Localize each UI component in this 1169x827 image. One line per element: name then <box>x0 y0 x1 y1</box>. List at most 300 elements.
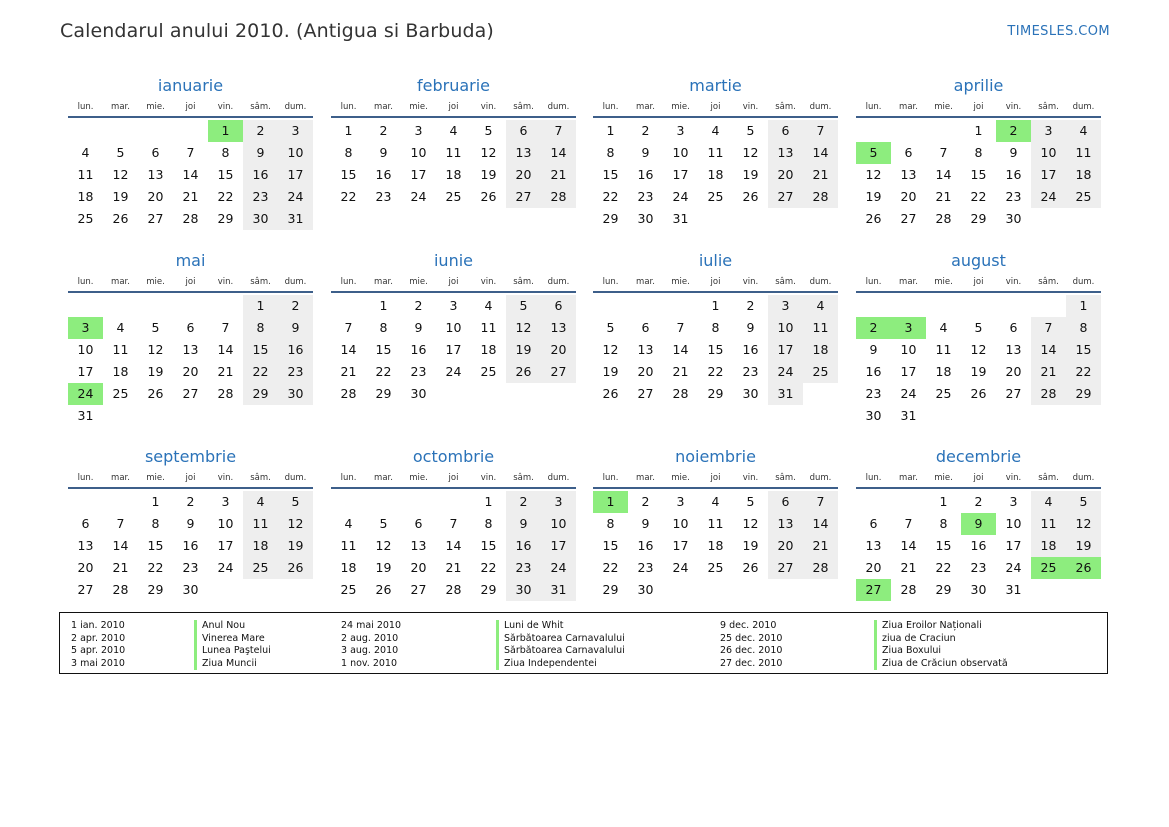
day-cell: 6 <box>506 120 541 142</box>
weekday-label: dum. <box>284 473 307 483</box>
day-cell: 29 <box>375 386 392 401</box>
day-cell: 25 <box>112 386 129 401</box>
weekday-label: vin. <box>742 277 759 287</box>
day-cell: 17 <box>900 364 917 379</box>
weekday-label: dum. <box>547 277 570 287</box>
weekday-label: dum. <box>547 102 570 112</box>
week-row <box>856 142 1101 164</box>
day-cell: 28 <box>182 211 199 226</box>
day-cell: 8 <box>379 320 388 335</box>
day-cell: 3 <box>541 491 576 513</box>
day-cell: 30 <box>637 211 654 226</box>
day-cell: 20 <box>506 164 541 186</box>
legend-names-col-3 <box>874 620 1008 670</box>
day-cell: 1 <box>939 494 948 509</box>
week-row <box>593 383 838 405</box>
day-cell: 4 <box>116 320 125 335</box>
week-row <box>856 339 1101 361</box>
weekday-header <box>331 98 576 118</box>
day-cell: 17 <box>217 538 234 553</box>
day-cell: 2 <box>186 494 195 509</box>
day-cell: 13 <box>182 342 199 357</box>
day-cell: 27 <box>506 186 541 208</box>
weekday-label: dum. <box>284 277 307 287</box>
day-cell: 21 <box>803 535 838 557</box>
day-cell: 18 <box>340 560 357 575</box>
day-cell: 16 <box>410 342 427 357</box>
legend-dates-col-2 <box>341 620 401 670</box>
day-cell: 5 <box>746 123 755 138</box>
empty-day <box>68 295 103 317</box>
day-cell: 20 <box>147 189 164 204</box>
weekday-label: joi <box>710 102 721 112</box>
day-cell: 30 <box>742 386 759 401</box>
day-cell: 31 <box>541 579 576 601</box>
week-row <box>68 208 313 230</box>
weekday-header <box>856 98 1101 118</box>
day-cell: 28 <box>340 386 357 401</box>
day-cell: 24 <box>768 361 803 383</box>
legend-holiday-name: Ziua Eroilor Naționali <box>874 620 1008 633</box>
empty-day <box>331 295 366 317</box>
day-cell: 28 <box>541 186 576 208</box>
day-cell: 29 <box>480 582 497 597</box>
week-row <box>856 295 1101 317</box>
month-iunie <box>331 249 576 405</box>
day-cell: 19 <box>742 538 759 553</box>
weekday-label: dum. <box>809 277 832 287</box>
month-mai <box>68 249 313 427</box>
empty-day <box>506 383 541 405</box>
weekday-label: sâm. <box>775 277 796 287</box>
empty-day <box>856 120 891 142</box>
day-cell: 24 <box>1031 186 1066 208</box>
week-row <box>331 317 576 339</box>
day-cell: 14 <box>541 142 576 164</box>
day-cell: 14 <box>935 167 952 182</box>
day-cell: 24 <box>541 557 576 579</box>
weekday-label: mie. <box>934 473 953 483</box>
day-cell: 16 <box>637 167 654 182</box>
weekday-label: lun. <box>602 277 619 287</box>
day-cell: 20 <box>768 535 803 557</box>
day-cell: 2 <box>641 123 650 138</box>
weekday-header <box>593 469 838 489</box>
weekday-label: sâm. <box>1038 473 1059 483</box>
day-cell: 31 <box>278 208 313 230</box>
holiday-day: 3 <box>68 317 103 339</box>
day-cell: 9 <box>379 145 388 160</box>
day-cell: 7 <box>221 320 230 335</box>
day-cell: 18 <box>707 538 724 553</box>
month-noiembrie <box>593 445 838 601</box>
legend-date: 2 aug. 2010 <box>341 632 399 644</box>
day-cell: 12 <box>1066 513 1101 535</box>
day-cell: 7 <box>676 320 685 335</box>
day-cell: 12 <box>742 145 759 160</box>
day-cell: 29 <box>970 211 987 226</box>
day-cell: 26 <box>602 386 619 401</box>
day-cell: 10 <box>1005 516 1022 531</box>
day-cell: 1 <box>243 295 278 317</box>
day-cell: 24 <box>900 386 917 401</box>
day-cell: 8 <box>484 516 493 531</box>
day-cell: 3 <box>676 123 685 138</box>
day-cell: 23 <box>375 189 392 204</box>
day-cell: 8 <box>221 145 230 160</box>
weekday-label: joi <box>710 473 721 483</box>
day-cell: 5 <box>278 491 313 513</box>
day-cell: 3 <box>414 123 423 138</box>
empty-day <box>103 491 138 513</box>
day-cell: 13 <box>506 142 541 164</box>
day-cell: 6 <box>541 295 576 317</box>
week-row <box>68 557 313 579</box>
weekday-label: joi <box>448 473 459 483</box>
month-title: februarie <box>416 76 491 95</box>
day-cell: 24 <box>672 189 689 204</box>
day-cell: 10 <box>1031 142 1066 164</box>
week-row <box>593 208 838 230</box>
legend-dates-col-1 <box>71 620 125 670</box>
weekday-label: joi <box>448 277 459 287</box>
weekday-label: mar. <box>636 473 655 483</box>
week-row <box>856 535 1101 557</box>
day-cell: 4 <box>939 320 948 335</box>
day-cell: 14 <box>803 142 838 164</box>
week-row <box>331 120 576 142</box>
day-cell: 1 <box>344 123 353 138</box>
day-cell: 15 <box>147 538 164 553</box>
empty-day <box>1066 405 1101 427</box>
days-grid <box>593 293 838 405</box>
day-cell: 17 <box>1005 538 1022 553</box>
legend-holiday-name: Sărbătoarea Carnavalului <box>496 633 625 646</box>
day-cell: 18 <box>445 167 462 182</box>
day-cell: 28 <box>112 582 129 597</box>
day-cell: 20 <box>77 560 94 575</box>
day-cell: 21 <box>445 560 462 575</box>
weekday-header <box>856 273 1101 293</box>
weekday-label: dum. <box>1072 277 1095 287</box>
weekday-header <box>593 98 838 118</box>
day-cell: 7 <box>541 120 576 142</box>
day-cell: 27 <box>541 361 576 383</box>
day-cell: 25 <box>243 557 278 579</box>
day-cell: 10 <box>217 516 234 531</box>
weekday-header <box>68 469 313 489</box>
day-cell: 15 <box>480 538 497 553</box>
day-cell: 9 <box>641 145 650 160</box>
day-cell: 11 <box>803 317 838 339</box>
day-cell: 24 <box>217 560 234 575</box>
day-cell: 23 <box>278 361 313 383</box>
day-cell: 21 <box>340 364 357 379</box>
month-title: noiembrie <box>675 447 756 466</box>
day-cell: 28 <box>803 557 838 579</box>
day-cell: 5 <box>606 320 615 335</box>
day-cell: 29 <box>1066 383 1101 405</box>
day-cell: 31 <box>900 408 917 423</box>
month-title: decembrie <box>935 447 1022 466</box>
week-row <box>593 491 838 513</box>
day-cell: 11 <box>1031 513 1066 535</box>
day-cell: 4 <box>81 145 90 160</box>
day-cell: 21 <box>217 364 234 379</box>
day-cell: 22 <box>602 189 619 204</box>
weekday-label: mar. <box>899 102 918 112</box>
day-cell: 16 <box>637 538 654 553</box>
day-cell: 28 <box>217 386 234 401</box>
week-row <box>593 339 838 361</box>
empty-day <box>698 208 733 230</box>
day-cell: 8 <box>243 317 278 339</box>
day-cell: 7 <box>904 516 913 531</box>
week-row <box>593 361 838 383</box>
month-title: ianuarie <box>157 76 224 95</box>
day-cell: 4 <box>484 298 493 313</box>
day-cell: 5 <box>484 123 493 138</box>
day-cell: 18 <box>480 342 497 357</box>
day-cell: 25 <box>707 189 724 204</box>
week-row <box>856 317 1101 339</box>
day-cell: 15 <box>217 167 234 182</box>
day-cell: 25 <box>1066 186 1101 208</box>
day-cell: 23 <box>506 557 541 579</box>
day-cell: 6 <box>414 516 423 531</box>
weekday-label: mie. <box>671 277 690 287</box>
weekday-label: vin. <box>480 473 497 483</box>
empty-day <box>173 405 208 427</box>
day-cell: 26 <box>147 386 164 401</box>
empty-day <box>768 579 803 601</box>
day-cell: 11 <box>935 342 952 357</box>
day-cell: 6 <box>151 145 160 160</box>
day-cell: 5 <box>974 320 983 335</box>
empty-day <box>138 405 173 427</box>
day-cell: 4 <box>803 295 838 317</box>
day-cell: 11 <box>77 167 94 182</box>
weekday-label: mie. <box>934 277 953 287</box>
day-cell: 20 <box>1005 364 1022 379</box>
week-row <box>856 579 1101 601</box>
day-cell: 18 <box>243 535 278 557</box>
day-cell: 5 <box>506 295 541 317</box>
day-cell: 5 <box>1066 491 1101 513</box>
day-cell: 1 <box>606 123 615 138</box>
legend-date: 1 ian. 2010 <box>71 620 125 631</box>
days-grid <box>331 293 576 405</box>
empty-day <box>996 405 1031 427</box>
empty-day <box>1066 208 1101 230</box>
brand-link[interactable]: TIMESLES.COM <box>1007 24 1110 39</box>
day-cell: 18 <box>1031 535 1066 557</box>
day-cell: 11 <box>707 516 724 531</box>
empty-day <box>1031 208 1066 230</box>
empty-day <box>278 579 313 601</box>
day-cell: 23 <box>182 560 199 575</box>
weekday-label: joi <box>185 102 196 112</box>
week-row <box>331 295 576 317</box>
weekday-label: sâm. <box>250 277 271 287</box>
day-cell: 28 <box>900 582 917 597</box>
weekday-header <box>856 469 1101 489</box>
weekday-label: dum. <box>809 102 832 112</box>
week-row <box>68 120 313 142</box>
day-cell: 17 <box>1031 164 1066 186</box>
day-cell: 3 <box>1009 494 1018 509</box>
day-cell: 20 <box>182 364 199 379</box>
weekday-label: mie. <box>409 102 428 112</box>
day-cell: 8 <box>1066 317 1101 339</box>
day-cell: 19 <box>865 189 882 204</box>
weekday-label: mie. <box>934 102 953 112</box>
day-cell: 7 <box>186 145 195 160</box>
weekday-label: mar. <box>636 102 655 112</box>
day-cell: 2 <box>506 491 541 513</box>
weekday-label: mie. <box>146 102 165 112</box>
month-septembrie <box>68 445 313 601</box>
day-cell: 16 <box>742 342 759 357</box>
day-cell: 13 <box>865 538 882 553</box>
day-cell: 20 <box>768 164 803 186</box>
empty-day <box>1031 295 1066 317</box>
day-cell: 15 <box>1066 339 1101 361</box>
day-cell: 14 <box>112 538 129 553</box>
page-title: Calendarul anului 2010. (Antigua si Barbuda) <box>60 20 494 42</box>
day-cell: 21 <box>900 560 917 575</box>
holiday-day: 9 <box>961 513 996 535</box>
weekday-label: vin. <box>480 277 497 287</box>
day-cell: 15 <box>243 339 278 361</box>
day-cell: 11 <box>707 145 724 160</box>
week-row <box>856 164 1101 186</box>
day-cell: 11 <box>340 538 357 553</box>
week-row <box>856 557 1101 579</box>
week-row <box>68 513 313 535</box>
day-cell: 21 <box>935 189 952 204</box>
day-cell: 9 <box>186 516 195 531</box>
day-cell: 22 <box>375 364 392 379</box>
day-cell: 12 <box>742 516 759 531</box>
empty-day <box>891 295 926 317</box>
day-cell: 31 <box>768 383 803 405</box>
week-row <box>856 513 1101 535</box>
day-cell: 13 <box>410 538 427 553</box>
weekday-label: mar. <box>899 277 918 287</box>
weekday-label: sâm. <box>1038 277 1059 287</box>
day-cell: 4 <box>711 123 720 138</box>
day-cell: 31 <box>1005 582 1022 597</box>
day-cell: 28 <box>1031 383 1066 405</box>
day-cell: 29 <box>217 211 234 226</box>
day-cell: 1 <box>974 123 983 138</box>
day-cell: 23 <box>243 186 278 208</box>
weekday-label: mie. <box>671 102 690 112</box>
weekday-label: vin. <box>742 102 759 112</box>
days-grid <box>593 489 838 601</box>
day-cell: 30 <box>243 208 278 230</box>
day-cell: 8 <box>344 145 353 160</box>
day-cell: 7 <box>1031 317 1066 339</box>
weekday-label: mie. <box>409 277 428 287</box>
day-cell: 5 <box>151 320 160 335</box>
day-cell: 17 <box>77 364 94 379</box>
day-cell: 25 <box>77 211 94 226</box>
weekday-label: vin. <box>480 102 497 112</box>
month-title: iulie <box>698 251 733 270</box>
day-cell: 12 <box>480 145 497 160</box>
day-cell: 4 <box>711 494 720 509</box>
days-grid <box>68 118 313 230</box>
day-cell: 6 <box>869 516 878 531</box>
day-cell: 7 <box>803 491 838 513</box>
weekday-label: sâm. <box>513 277 534 287</box>
days-grid <box>331 118 576 208</box>
weekday-label: vin. <box>1005 277 1022 287</box>
holiday-day: 27 <box>856 579 891 601</box>
empty-day <box>208 579 243 601</box>
weekday-label: mie. <box>671 473 690 483</box>
weekday-label: dum. <box>547 473 570 483</box>
day-cell: 24 <box>410 189 427 204</box>
weekday-label: mie. <box>409 473 428 483</box>
day-cell: 27 <box>768 557 803 579</box>
day-cell: 27 <box>768 186 803 208</box>
day-cell: 5 <box>116 145 125 160</box>
day-cell: 23 <box>637 560 654 575</box>
week-row <box>68 186 313 208</box>
weekday-label: dum. <box>1072 102 1095 112</box>
empty-day <box>891 491 926 513</box>
day-cell: 13 <box>147 167 164 182</box>
empty-day <box>768 208 803 230</box>
day-cell: 17 <box>410 167 427 182</box>
week-row <box>593 317 838 339</box>
empty-day <box>926 405 961 427</box>
day-cell: 9 <box>414 320 423 335</box>
legend-date: 27 dec. 2010 <box>720 657 783 669</box>
day-cell: 24 <box>445 364 462 379</box>
week-row <box>856 208 1101 230</box>
holiday-day: 2 <box>996 120 1031 142</box>
weekday-label: dum. <box>284 102 307 112</box>
weekday-label: mar. <box>111 473 130 483</box>
week-row <box>856 405 1101 427</box>
day-cell: 27 <box>147 211 164 226</box>
day-cell: 16 <box>375 167 392 182</box>
day-cell: 10 <box>541 513 576 535</box>
weekday-label: lun. <box>865 277 882 287</box>
day-cell: 25 <box>480 364 497 379</box>
empty-day <box>1031 579 1066 601</box>
day-cell: 17 <box>768 339 803 361</box>
weekday-label: lun. <box>77 277 94 287</box>
day-cell: 4 <box>1066 120 1101 142</box>
day-cell: 20 <box>900 189 917 204</box>
week-row <box>68 579 313 601</box>
empty-day <box>471 383 506 405</box>
weekday-label: lun. <box>340 473 357 483</box>
day-cell: 10 <box>278 142 313 164</box>
empty-day <box>593 295 628 317</box>
weekday-header <box>331 469 576 489</box>
day-cell: 1 <box>711 298 720 313</box>
day-cell: 30 <box>1005 211 1022 226</box>
day-cell: 16 <box>243 164 278 186</box>
day-cell: 19 <box>1066 535 1101 557</box>
legend-holiday-name: Ziua Independentei <box>496 658 625 671</box>
